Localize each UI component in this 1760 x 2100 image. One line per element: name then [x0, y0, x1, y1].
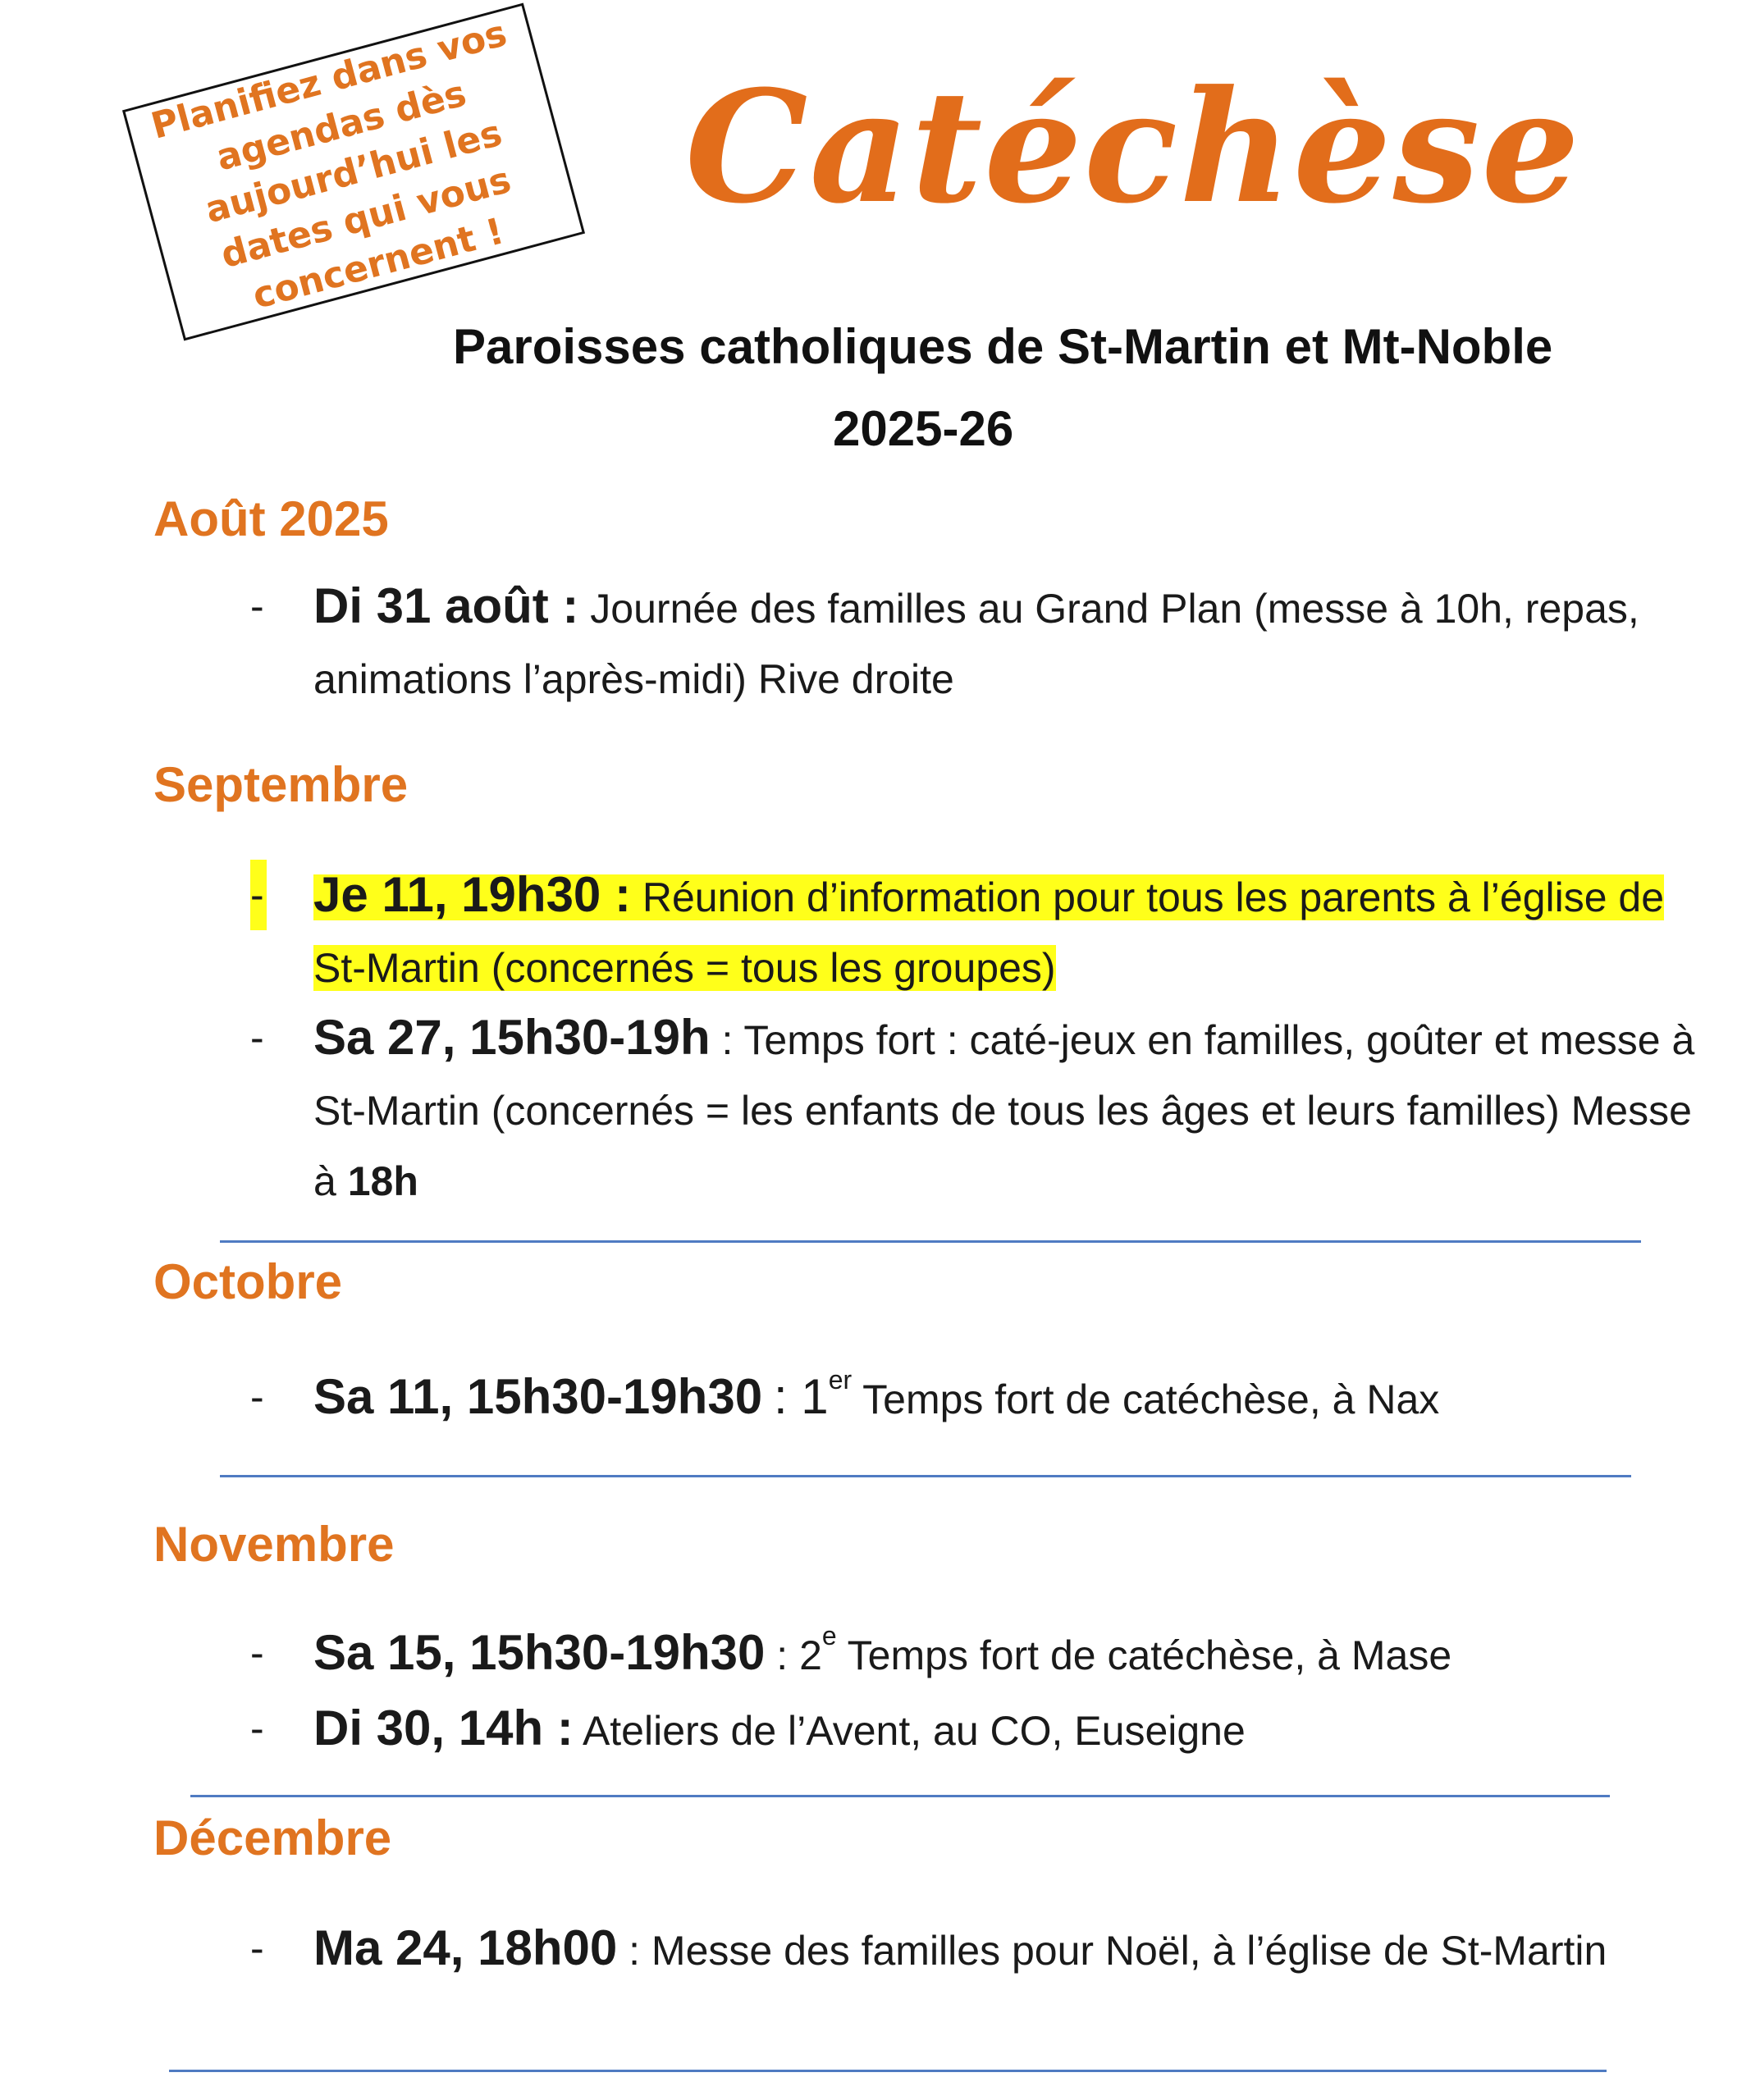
event-date: Di 31 août :	[313, 578, 579, 633]
reminder-text: Planifiez dans vos agendas dès aujourd’hui les dates qui vous concernent !	[146, 11, 515, 317]
month-heading-septembre: Septembre	[153, 757, 409, 812]
list-item: - Sa 11, 15h30-19h30 : 1er Temps fort de catéchèse, à Nax	[250, 1365, 1440, 1424]
event-description: Temps fort de catéchèse, à Mase	[847, 1632, 1452, 1678]
event-date: Sa 15, 15h30-19h30	[313, 1625, 766, 1680]
event-description: Ateliers de l’Avent, au CO, Euseigne	[582, 1708, 1246, 1754]
ordinal-suffix: er	[828, 1365, 853, 1395]
list-item: - Di 30, 14h : Ateliers de l’Avent, au CO, Euseigne	[250, 1701, 1246, 1755]
event-separator: : 1	[773, 1369, 829, 1424]
ordinal-suffix: e	[821, 1621, 837, 1650]
list-item: - Di 31 août : Journée des familles au Grand Plan (messe à 10h, repas, animations l’après-midi) Rive droite	[250, 578, 1639, 702]
page-title: Catéchèse	[685, 57, 1582, 238]
section-divider	[220, 1475, 1631, 1477]
month-heading-aout: Août 2025	[153, 491, 389, 546]
month-heading-novembre: Novembre	[153, 1517, 395, 1572]
list-item: - Je 11, 19h30 : Réunion d’information pour tous les parents à l’église de St-Martin (concernés = tous les groupes)	[256, 860, 1717, 1003]
event-date: Ma 24, 18h00	[313, 1920, 618, 1975]
event-date: Sa 27, 15h30-19h	[313, 1010, 711, 1065]
section-divider	[169, 2070, 1607, 2072]
event-description: : Messe des familles pour Noël, à l’église de St-Martin	[629, 1928, 1607, 1974]
event-description: Réunion d’information pour tous les parents à l’église de St-Martin (concernés = tous les groupes)	[313, 874, 1665, 991]
event-date: Sa 11, 15h30-19h30	[313, 1369, 763, 1424]
list-item: - Ma 24, 18h00 : Messe des familles pour Noël, à l’église de St-Martin	[250, 1920, 1607, 1975]
event-separator: : 2	[776, 1632, 822, 1678]
parish-name: Paroisses catholiques de St-Martin et Mt-Noble	[453, 319, 1553, 374]
event-description: Journée des familles au Grand Plan (messe à 10h, repas, animations l’après-midi) Rive droite	[313, 586, 1639, 702]
event-date: Je 11, 19h30 :	[313, 867, 631, 922]
school-year: 2025-26	[833, 401, 1014, 456]
event-emphasis: 18h	[347, 1158, 418, 1204]
event-description: Temps fort de catéchèse, à Nax	[862, 1376, 1440, 1422]
section-divider	[220, 1240, 1641, 1243]
event-date: Di 30, 14h :	[313, 1701, 574, 1755]
list-item: - Sa 27, 15h30-19h : Temps fort : caté-jeux en familles, goûter et messe à St-Martin (concernés = les enfants de tous les âges et leurs familles) Messe à 18h	[250, 1010, 1695, 1204]
section-divider	[190, 1795, 1610, 1797]
month-heading-decembre: Décembre	[153, 1810, 392, 1865]
list-item: - Sa 15, 15h30-19h30 : 2e Temps fort de catéchèse, à Mase	[250, 1621, 1452, 1680]
month-heading-octobre: Octobre	[153, 1254, 343, 1309]
reminder-stamp	[122, 2, 585, 340]
event-description: : Temps fort : caté-jeux en familles, goûter et messe à St-Martin (concernés = les enfants de tous les âges et leurs familles) Messe à	[313, 1017, 1695, 1204]
